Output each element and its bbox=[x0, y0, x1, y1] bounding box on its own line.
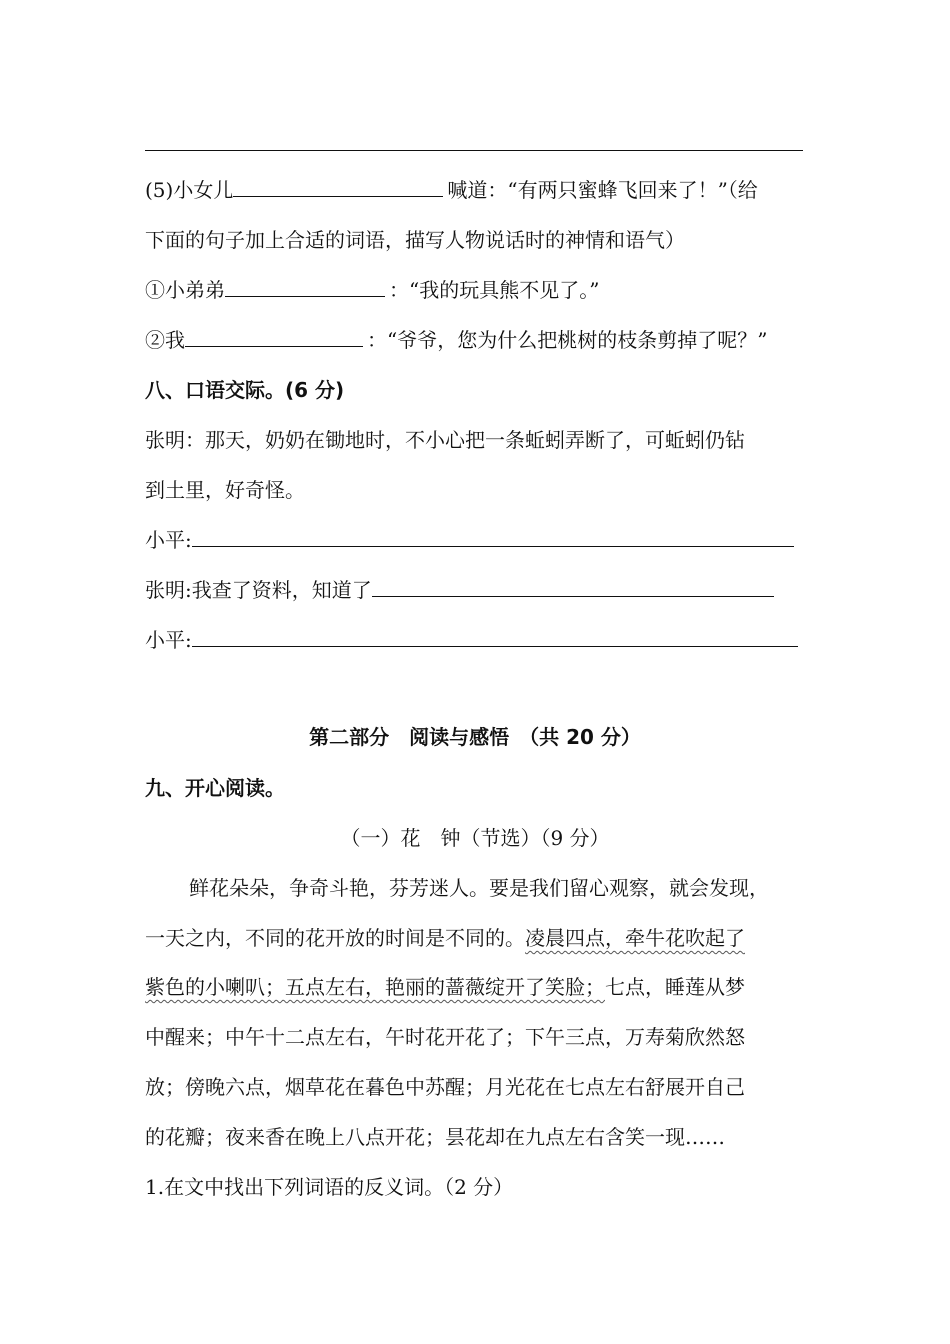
passage-line-2-wavy: 凌晨四点，牵牛花吹起了 bbox=[525, 926, 745, 950]
section8-heading: 八、口语交际。(6 分) bbox=[145, 378, 345, 402]
passage-line-6: 的花瓣；夜来香在晚上八点开花；昙花却在九点左右含笑一现…… bbox=[145, 1125, 725, 1149]
section9-heading: 九、开心阅读。 bbox=[145, 776, 285, 800]
q5-item2-prefix: ②我 bbox=[145, 328, 185, 352]
passage-line-3-wavy: 紫色的小喇叭；五点左右，艳丽的蔷薇绽开了笑脸； bbox=[145, 975, 605, 999]
xiaoping-blank-2[interactable] bbox=[192, 626, 798, 647]
passage-line-2 bbox=[145, 923, 745, 953]
zhangming-line2 bbox=[145, 575, 774, 605]
passage-line-4: 中醒来；中午十二点左右，午时花开花了；下午三点，万寿菊欣然怒 bbox=[145, 1025, 745, 1049]
passage-line-2-plain: 一天之内，不同的花开放的时间是不同的。 bbox=[145, 926, 525, 950]
q5-instruction: 下面的句子加上合适的词语，描写人物说话时的神情和语气） bbox=[145, 228, 685, 252]
xiaoping-label-2: 小平: bbox=[145, 628, 192, 652]
passage-line-3 bbox=[145, 972, 745, 1002]
xiaoping-blank-1[interactable] bbox=[192, 526, 794, 547]
section8-line1: 张明：那天，奶奶在锄地时，不小心把一条蚯蚓弄断了，可蚯蚓仍钻 bbox=[145, 428, 745, 452]
q5-item1-prefix: ①小弟弟 bbox=[145, 278, 225, 302]
q5-item2-suffix: ：“爷爷，您为什么把桃树的枝条剪掉了呢？” bbox=[367, 328, 768, 352]
xiaoping-line1 bbox=[145, 525, 794, 555]
q5-prefix: (5)小女儿 bbox=[145, 178, 234, 202]
q5-suffix: 喊道：“有两只蜜蜂飞回来了！”（给 bbox=[447, 178, 758, 202]
q5-item1-suffix: ：“我的玩具熊不见了。” bbox=[389, 278, 600, 302]
section8-line2: 到土里，好奇怪。 bbox=[145, 478, 305, 502]
zhangming-label-2: 张明:我查了资料，知道了 bbox=[145, 578, 372, 602]
q5-line bbox=[145, 175, 758, 205]
question-1: 1.在文中找出下列词语的反义词。（2 分） bbox=[145, 1175, 514, 1199]
passage-title: （一）花 钟（节选）（9 分） bbox=[340, 826, 610, 850]
q5-blank[interactable] bbox=[233, 176, 443, 197]
part2-title: 第二部分 阅读与感悟 （共 20 分） bbox=[309, 725, 641, 749]
q5-item1-blank[interactable] bbox=[225, 276, 385, 297]
q5-item1 bbox=[145, 275, 599, 305]
passage-line-1: 鲜花朵朵，争奇斗艳，芬芳迷人。要是我们留心观察，就会发现， bbox=[189, 876, 769, 900]
zhangming-blank-2[interactable] bbox=[372, 576, 774, 597]
passage-line-5: 放；傍晚六点，烟草花在暮色中苏醒；月光花在七点左右舒展开自己 bbox=[145, 1075, 745, 1099]
xiaoping-label-1: 小平: bbox=[145, 528, 192, 552]
q5-item2 bbox=[145, 325, 767, 355]
q5-item2-blank[interactable] bbox=[185, 326, 363, 347]
passage-line-3-plain: 七点，睡莲从梦 bbox=[605, 975, 745, 999]
xiaoping-line2 bbox=[145, 625, 798, 655]
answer-line-top[interactable] bbox=[145, 150, 803, 151]
